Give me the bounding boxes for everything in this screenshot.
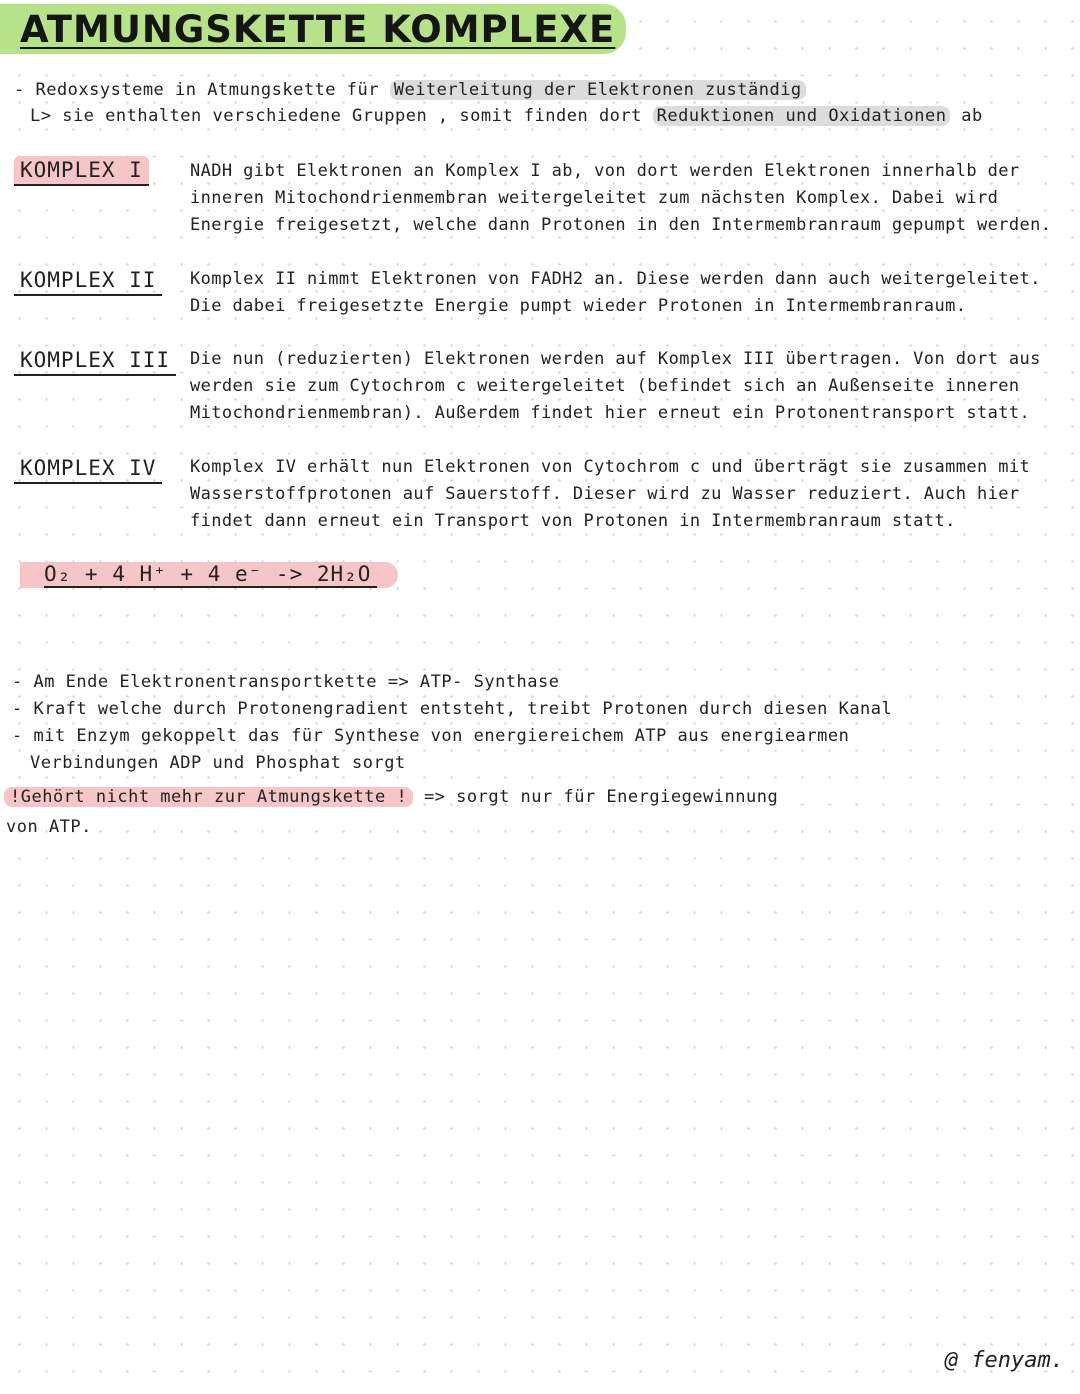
complex-4-text: Komplex IV erhält nun Elektronen von Cytochrom c und überträgt sie zusammen mit Wasserstoffprotonen auf Sauerstoff. Dieser wird zu Wasser reduziert. Auch hier findet dann erneut ein Transport von Protonen in Intermembranraum statt. (190, 457, 1031, 531)
formula-text: O₂ + 4 H⁺ + 4 e⁻ -> 2H₂O (44, 562, 377, 588)
formula-box (20, 562, 398, 588)
atp-line-4: Verbindungen ADP und Phosphat sorgt (30, 753, 406, 773)
intro-line-2 (30, 106, 983, 126)
intro-suffix: ab (950, 106, 983, 126)
intro-highlight-2: Reduktionen und Oxidationen (653, 106, 951, 126)
atp-line-6: von ATP. (6, 817, 92, 837)
author-credit: @ fenyam. (944, 1348, 1064, 1373)
title-banner (0, 4, 626, 54)
complex-2-text: Komplex II nimmt Elektronen von FADH2 an. Diese werden dann auch weitergeleitet. Die dabei freigesetzte Energie pumpt wieder Protonen in Intermembranraum. (190, 269, 1041, 316)
atp-line-5 (4, 787, 778, 807)
complex-2-label: KOMPLEX II (14, 266, 162, 296)
page-title: ATMUNGSKETTE KOMPLEXE (20, 8, 616, 51)
atp-warning-highlight: !Gehört nicht mehr zur Atmungskette ! (4, 787, 413, 807)
atp-line-2: - Kraft welche durch Protonengradient entsteht, treibt Protonen durch diesen Kanal (12, 699, 893, 719)
intro-text-2: L> sie enthalten verschiedene Gruppen , somit finden dort (30, 106, 653, 126)
intro-text: - Redoxsysteme in Atmungskette für (14, 80, 390, 100)
complex-4-label: KOMPLEX IV (14, 454, 162, 484)
intro-line-1 (14, 80, 806, 100)
atp-line-1: - Am Ende Elektronentransportkette => ATP- Synthase (12, 672, 560, 692)
complex-3-label: KOMPLEX III (14, 346, 176, 376)
intro-highlight: Weiterleitung der Elektronen zuständig (390, 80, 806, 100)
complex-1-label: KOMPLEX I (14, 156, 149, 186)
complex-1-text: NADH gibt Elektronen an Komplex I ab, von dort werden Elektronen innerhalb der inneren Mitochondrienmembran weitergeleitet zum nächsten Komplex. Dabei wird Energie freigesetzt, welche dann Protonen in den Intermembranraum gepumpt werden. (190, 161, 1052, 235)
atp-line-5-suffix: => sorgt nur für Energiegewinnung (413, 787, 779, 807)
complex-3-text: Die nun (reduzierten) Elektronen werden auf Komplex III übertragen. Von dort aus werden sie zum Cytochrom c weitergeleitet (befindet sich an Außenseite inneren Mitochondrienmembran). Außerdem findet hier erneut ein Protonentransport statt. (190, 349, 1041, 423)
atp-line-3: - mit Enzym gekoppelt das für Synthese von energiereichem ATP aus energiearmen (12, 726, 850, 746)
